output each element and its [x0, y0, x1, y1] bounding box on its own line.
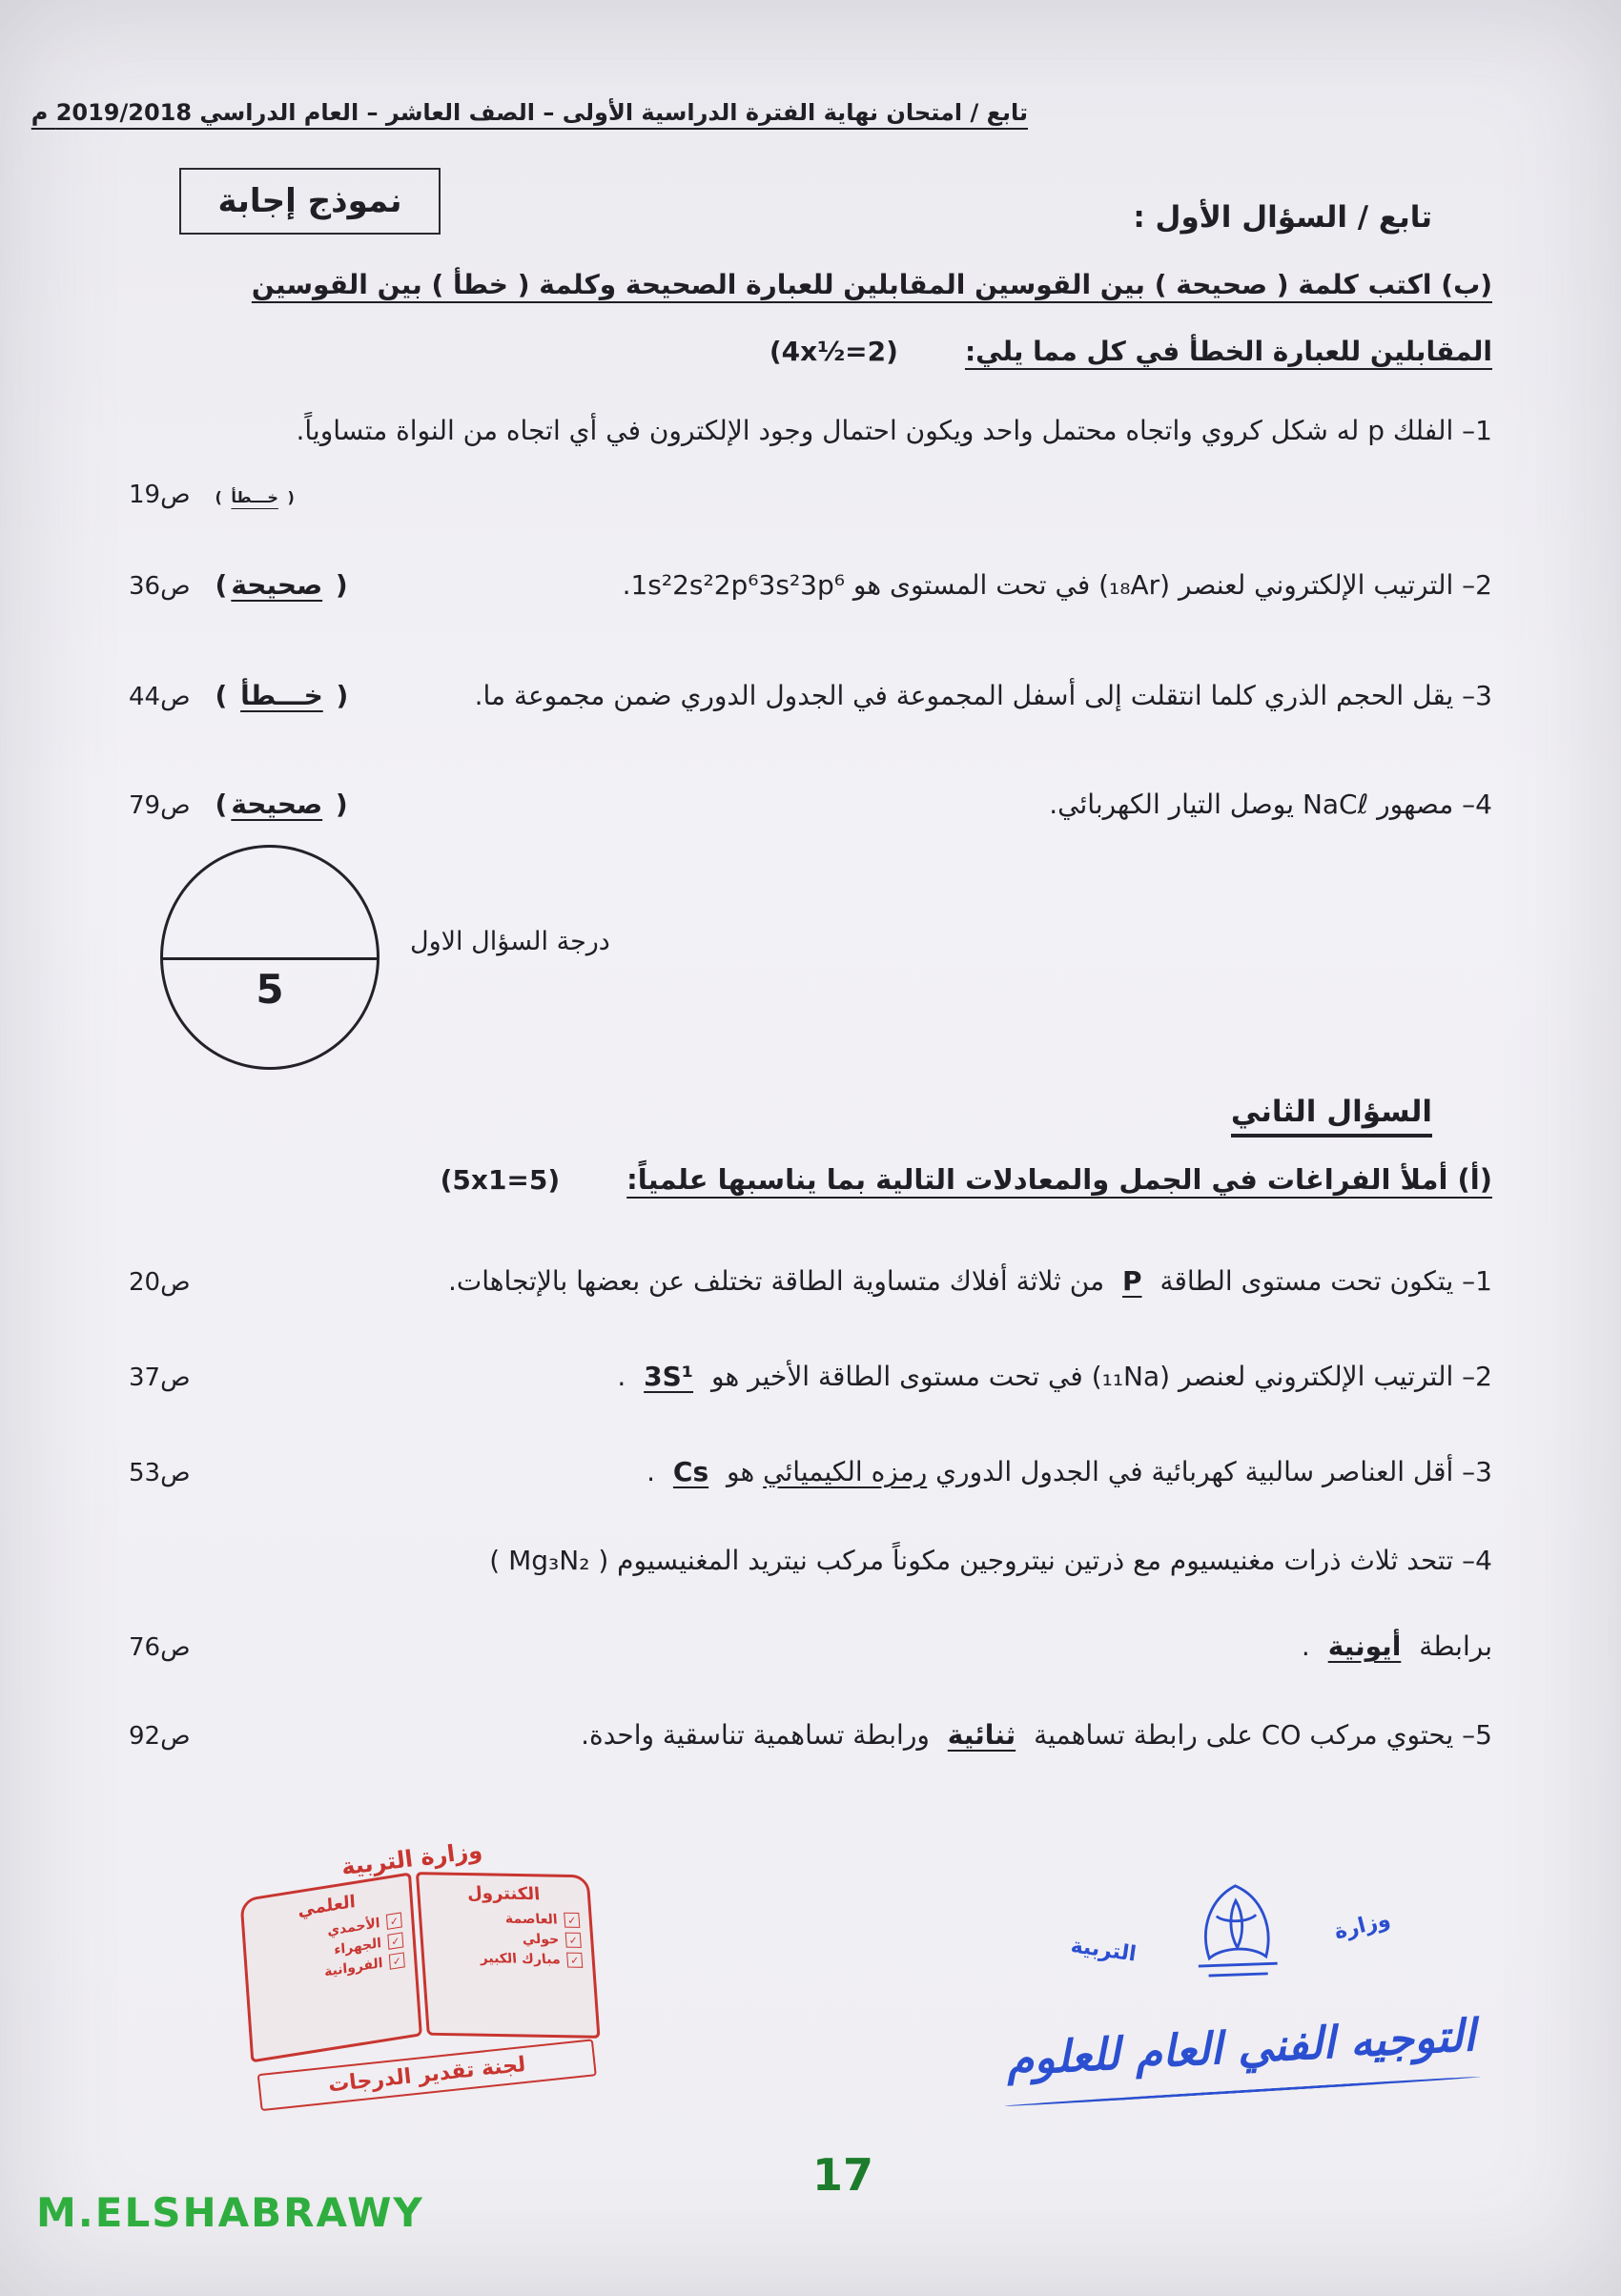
- instruction-text: المقابلين للعبارة الخطأ في كل مما يلي:: [964, 336, 1492, 367]
- statement-text: [581, 1714, 1492, 1755]
- score-divider-line: [163, 957, 377, 960]
- ministry-emblem-icon: [1173, 1876, 1301, 1985]
- electron-configuration: 1s²2s²2p⁶3s²3p⁶: [630, 569, 845, 601]
- statement-text: [489, 1540, 1492, 1581]
- statement-pre: 3– أقل العناصر سالبية كهربائية في الجدول الدوري: [935, 1456, 1492, 1487]
- page-reference: ص44: [129, 683, 191, 711]
- stamp-list-item: [433, 1950, 583, 1968]
- stamp-list-item: [432, 1930, 582, 1948]
- instruction-text: (أ) أملأ الفراغات في الجمل والمعادلات التالية بما يناسبها علمياً:: [626, 1163, 1492, 1196]
- statement-pre: 4– تتحد ثلاث ذرات مغنيسيوم مع ذرتين نيتروجين مكوناً مركب نيتريد المغنيسيوم: [617, 1545, 1492, 1576]
- checkbox-icon: [385, 1912, 401, 1929]
- stamp-script-text: التوجيه الفني العام للعلوم: [1005, 2009, 1477, 2085]
- q1-item-4-answer: [129, 789, 348, 820]
- page-reference: ص19: [129, 481, 191, 509]
- q1-item-3-answer: [129, 680, 348, 711]
- statement-underlined: رمزه الكيميائي: [763, 1456, 928, 1487]
- q2-item-4-line2: [129, 1626, 1492, 1667]
- paren-close: ): [215, 680, 228, 711]
- q2-item-5: [129, 1714, 1492, 1755]
- q2-item-1: [129, 1261, 1492, 1302]
- district-name: الجهراء: [333, 1936, 382, 1958]
- statement-text: [646, 1451, 1492, 1492]
- ministry-word-right: وزارة: [1332, 1907, 1394, 1945]
- statement-post: .: [622, 569, 631, 601]
- statement-text: [448, 1261, 1492, 1302]
- section2-title: السؤال الثاني: [1231, 1095, 1432, 1138]
- section1-marks-label: (4x½=2): [769, 336, 898, 367]
- stamp-book-left-page: [239, 1873, 421, 2063]
- page-header: تابع / امتحان نهاية الفترة الدراسية الأولى – الصف العاشر – العام الدراسي 2019/2018 م: [31, 99, 1028, 126]
- paren-open: (: [335, 569, 348, 601]
- answer-word: [215, 789, 348, 820]
- statement-post: من ثلاثة أفلاك متساوية الطاقة تختلف عن بعضها بالإتجاهات.: [447, 1265, 1105, 1297]
- district-name: مبارك الكبير: [479, 1951, 561, 1968]
- fill-blank-answer: P: [1122, 1265, 1142, 1297]
- statement-post: ورابطة تساهمية تناسقية واحدة.: [581, 1719, 930, 1751]
- page-reference: ص76: [129, 1633, 191, 1662]
- answer-value: صحيحة: [231, 569, 323, 601]
- q1-item-1: [129, 410, 1492, 451]
- answer-model-box: [179, 168, 441, 235]
- statement-mid: في تحت المستوى هو: [852, 569, 1091, 601]
- q1-item-1-answer: [129, 481, 295, 509]
- statement-pre: 1– يتكون تحت مستوى الطاقة: [1159, 1265, 1492, 1297]
- ministry-word-left: التربية: [1069, 1934, 1139, 1967]
- q2-item-3: [129, 1451, 1492, 1492]
- statement-text: [1049, 784, 1492, 825]
- paren-close: ): [215, 488, 222, 506]
- statement-post: .: [1301, 1630, 1310, 1662]
- element-symbol: (₁₁Na): [1091, 1361, 1171, 1392]
- checkbox-icon: [387, 1932, 403, 1949]
- section1-title: تابع / السؤال الأول :: [1133, 200, 1432, 235]
- score-label: درجة السؤال الاول: [410, 927, 610, 956]
- statement-text: [617, 1356, 1492, 1397]
- stamp-book-right-page: [415, 1872, 600, 2039]
- district-name: العاصمة: [503, 1911, 558, 1928]
- score-circle: [160, 845, 380, 1070]
- watermark-signature: M.ELSHABRAWY: [36, 2189, 424, 2236]
- section1-instruction-line2: [769, 336, 1492, 367]
- statement-pre: 4– مصهور: [1377, 789, 1492, 820]
- statement-post: يوصل التيار الكهربائي.: [1049, 789, 1295, 820]
- statement-post: .: [646, 1456, 655, 1487]
- section1-instruction-line1: (ب) اكتب كلمة ( صحيحة ) بين القوسين المقابلين للعبارة الصحيحة وكلمة ( خطأ ) بين القوسين: [251, 269, 1492, 300]
- compound-symbol: ( Mg₃N₂ ): [489, 1545, 609, 1576]
- statement-text: 1– الفلك p له شكل كروي واتجاه محتمل واحد ويكون احتمال وجود الإلكترون في أي اتجاه من النواة متساوياً.: [296, 415, 1492, 446]
- q1-item-2: [129, 564, 1492, 605]
- statement-pre: 2– الترتيب الإلكتروني لعنصر: [1179, 1361, 1492, 1392]
- stamp-ministry-text: وزارة التربية: [339, 1836, 484, 1881]
- statement-pre: 2– الترتيب الإلكتروني لعنصر: [1179, 569, 1492, 601]
- checkbox-icon: [388, 1952, 404, 1969]
- checkbox-icon: [566, 1953, 583, 1968]
- statement-mid: هو: [727, 1456, 755, 1487]
- page-reference: ص36: [129, 572, 191, 601]
- fill-blank-answer: أيونية: [1327, 1630, 1402, 1662]
- district-name: الأحمدي: [326, 1916, 380, 1939]
- paren-open: (: [287, 488, 295, 506]
- answer-word: [215, 680, 349, 711]
- paren-close: ): [215, 569, 228, 601]
- answer-word: [215, 569, 348, 601]
- page-reference: ص37: [129, 1363, 191, 1392]
- statement-mid: في تحت مستوى الطاقة الأخير هو: [710, 1361, 1083, 1392]
- q1-item-3: [129, 675, 1492, 716]
- stamp-banner-text: لجنة تقدير الدرجات: [257, 2039, 597, 2111]
- fill-blank-answer: ثنائية: [947, 1719, 1016, 1751]
- statement-mid: على رابطة تساهمية: [1034, 1719, 1253, 1751]
- answer-word: [215, 488, 295, 506]
- q2-item-4-line1: [129, 1540, 1492, 1581]
- checkbox-icon: [564, 1933, 581, 1948]
- fill-blank-answer: Cs: [672, 1456, 709, 1487]
- element-symbol: (₁₈Ar): [1098, 569, 1171, 601]
- section2-marks-label: (5x1=5): [440, 1164, 561, 1196]
- stamp-control-label: الكنترول: [465, 1883, 541, 1905]
- blue-supervision-stamp: [968, 1869, 1510, 2154]
- district-name: الفروانية: [323, 1955, 383, 1980]
- statement-post: .: [617, 1361, 626, 1392]
- statement-text: [1302, 1626, 1492, 1667]
- answer-value: خـــطأ: [240, 680, 323, 711]
- score-value: 5: [256, 966, 284, 1014]
- answer-value: خـــطأ: [231, 488, 278, 506]
- page-reference: ص53: [129, 1459, 191, 1487]
- statement-pre: 5– يحتوي مركب: [1309, 1719, 1492, 1751]
- q1-item-4: [129, 784, 1492, 825]
- answer-value: صحيحة: [231, 789, 323, 820]
- fill-blank-answer: 3S¹: [644, 1361, 694, 1392]
- stamp-list-item: [430, 1910, 580, 1928]
- page-reference: ص79: [129, 791, 191, 820]
- page-number: 17: [812, 2149, 874, 2201]
- checkbox-icon: [564, 1913, 580, 1928]
- page-reference: ص92: [129, 1722, 191, 1751]
- stamp-book-shape: [190, 1864, 648, 2059]
- red-committee-stamp: [187, 1830, 651, 2109]
- compound-symbol: NaCℓ: [1302, 789, 1369, 820]
- section2-instruction: [441, 1163, 1492, 1196]
- paren-open: (: [336, 680, 349, 711]
- district-name: حولي: [521, 1931, 560, 1948]
- statement-pre: برابطة: [1419, 1630, 1492, 1662]
- statement-text: [623, 564, 1492, 605]
- page-reference: ص20: [129, 1268, 191, 1297]
- q1-item-2-answer: [129, 569, 348, 601]
- paren-open: (: [335, 789, 348, 820]
- paren-close: ): [215, 789, 228, 820]
- q2-item-2: [129, 1356, 1492, 1397]
- compound-symbol: CO: [1261, 1719, 1302, 1751]
- stamp-scientific-label: العلمي: [297, 1891, 356, 1921]
- statement-text: 3– يقل الحجم الذري كلما انتقلت إلى أسفل المجموعة في الجدول الدوري ضمن مجموعة ما.: [474, 680, 1492, 711]
- answer-model-label: نموذج إجابة: [217, 182, 402, 220]
